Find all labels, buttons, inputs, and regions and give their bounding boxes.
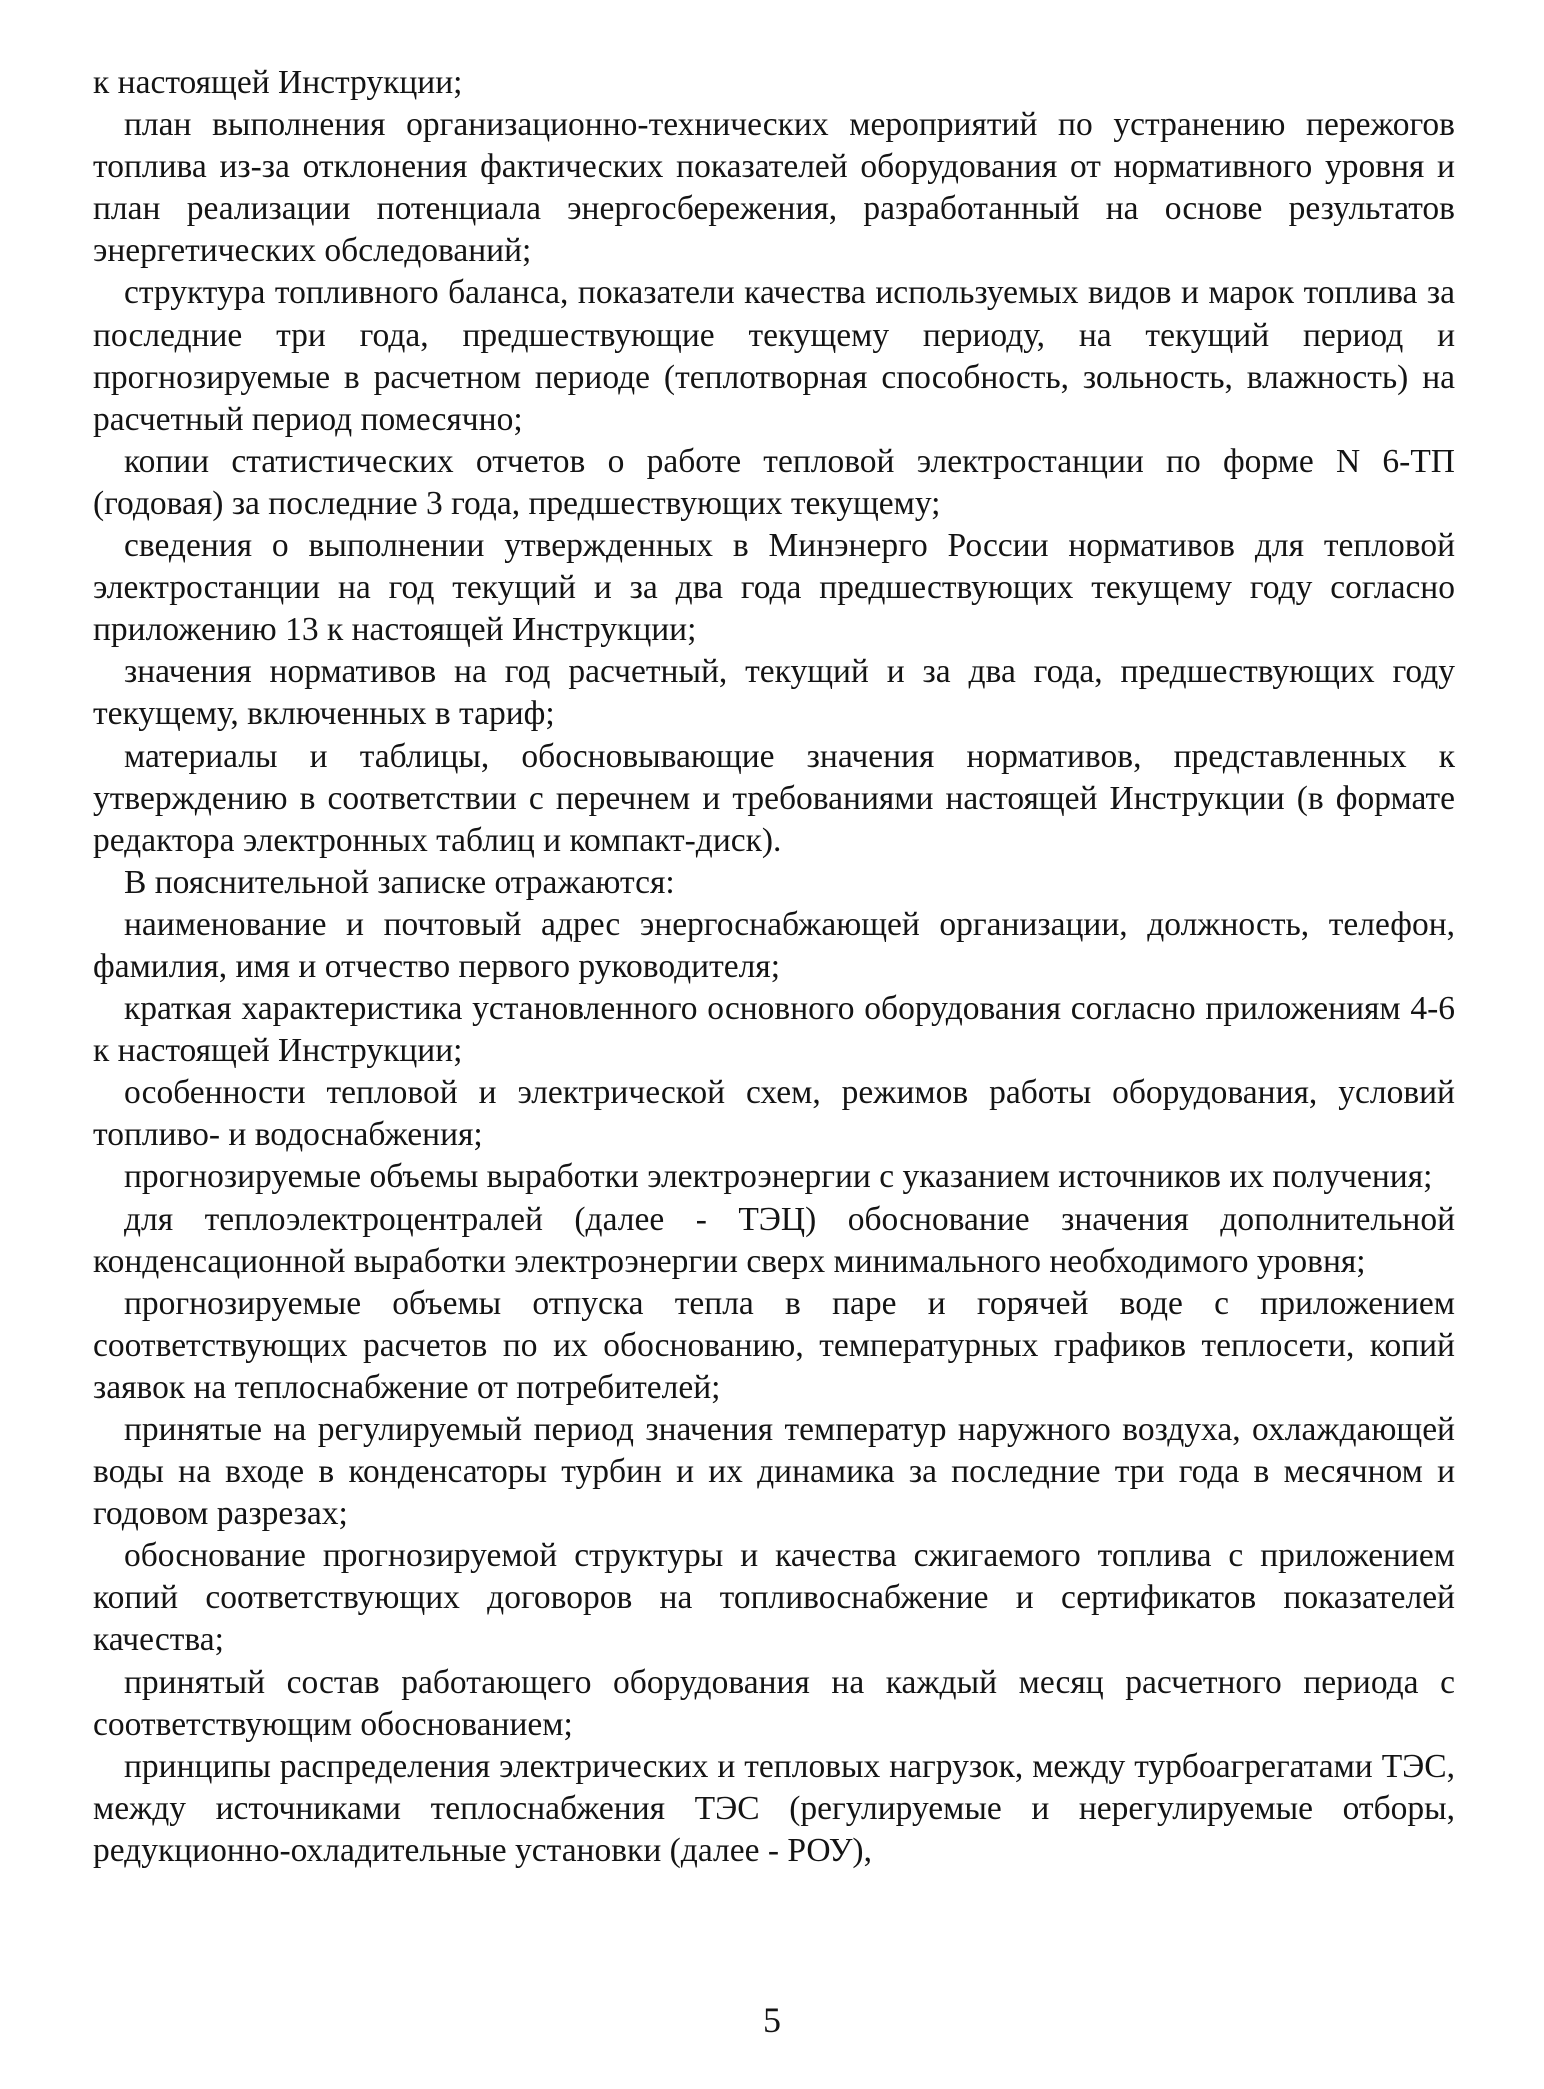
paragraph-electricity-output: прогнозируемые объемы выработки электроэнергии с указанием источников их получения;: [124, 1158, 1433, 1196]
paragraph-organization-info: наименование и почтовый адрес энергоснабжающей организации, должность, телефон, фамилия, имя и отчество первого руководителя;: [93, 905, 1455, 985]
document-body: [93, 62, 1455, 1872]
paragraph-statistical-reports: копии статистических отчетов о работе тепловой электростанции по форме N 6-ТП (годовая) за последние 3 года, предшествующих текущему;: [93, 442, 1455, 522]
paragraph-heat-supply-volumes: прогнозируемые объемы отпуска тепла в паре и горячей воде с приложением соответствующих расчетов по их обоснованию, температурных графиков теплосети, копий заявок на теплоснабжение от потребителей;: [93, 1284, 1455, 1406]
paragraph-standards-compliance: сведения о выполнении утвержденных в Минэнерго России нормативов для тепловой электростанции на год текущий и за два года предшествующих текущему году согласно приложению 13 к настоящей Инструкции;: [93, 527, 1455, 649]
paragraph-tariff-standards: значения нормативов на год расчетный, текущий и за два года, предшествующих году текущему, включенных в тариф;: [93, 653, 1455, 733]
paragraph-load-distribution: принципы распределения электрических и тепловых нагрузок, между турбоагрегатами ТЭС, между источниками теплоснабжения ТЭС (регулируемые и нерегулируемые отборы, редукционно-охладительные установки (далее - РОУ),: [93, 1747, 1455, 1869]
paragraph-supporting-materials: материалы и таблицы, обосновывающие значения нормативов, представленных к утверждению в соответствии с перечнем и требованиями настоящей Инструкции (в формате редактора электронных таблиц и компакт-диск).: [93, 737, 1455, 859]
paragraph-temperatures: принятые на регулируемый период значения температур наружного воздуха, охлаждающей воды на входе в конденсаторы турбин и их динамика за последние три года в месячном и годовом разрезах;: [93, 1411, 1455, 1533]
paragraph-chp-condensation: для теплоэлектроцентралей (далее - ТЭЦ) обоснование значения дополнительной конденсационной выработки электроэнергии сверх минимального необходимого уровня;: [93, 1200, 1455, 1280]
paragraph-fuel-overspend-plan: план выполнения организационно-технических мероприятий по устранению пережогов топлива из-за отклонения фактических показателей оборудования от нормативного уровня и план реализации потенциала энергосбережения, разработанный на основе результатов энергетических обследований;: [93, 106, 1455, 270]
paragraph-fuel-balance: структура топливного баланса, показатели качества используемых видов и марок топлива за последние три года, предшествующие текущему периоду, на текущий период и прогнозируемые в расчетном периоде (теплотворная способность, зольность, влажность) на расчетный период помесячно;: [93, 274, 1455, 438]
paragraph-scheme-features: особенности тепловой и электрической схем, режимов работы оборудования, условий топливо- и водоснабжения;: [93, 1074, 1455, 1154]
paragraph-fuel-structure: обоснование прогнозируемой структуры и качества сжигаемого топлива с приложением копий соответствующих договоров на топливоснабжение и сертификатов показателей качества;: [93, 1537, 1455, 1659]
paragraph-continuation: к настоящей Инструкции;: [93, 64, 463, 101]
paragraph-equipment-composition: принятый состав работающего оборудования на каждый месяц расчетного периода с соответствующим обоснованием;: [93, 1663, 1455, 1743]
paragraph-equipment-characteristics: краткая характеристика установленного основного оборудования согласно приложениям 4-6 к настоящей Инструкции;: [93, 990, 1455, 1070]
paragraph-explanatory-note-heading: В пояснительной записке отражаются:: [124, 863, 675, 901]
page-number: 5: [763, 2000, 781, 2040]
